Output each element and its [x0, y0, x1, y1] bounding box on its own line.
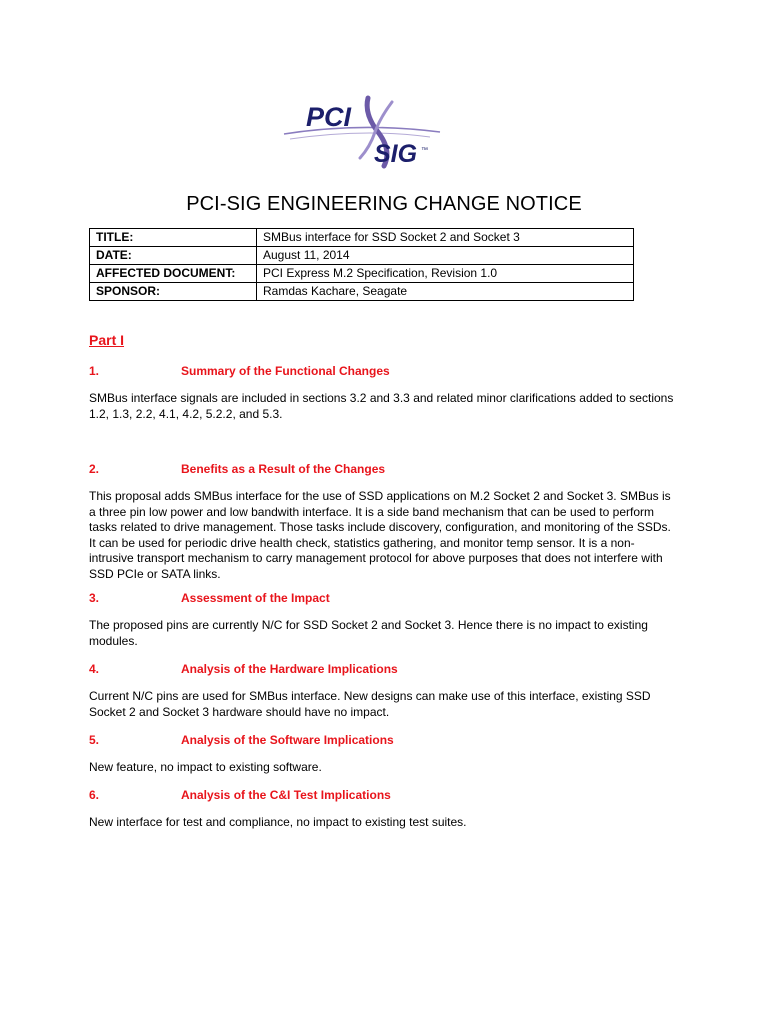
section-title: Analysis of the Software Implications	[181, 733, 394, 747]
table-row	[90, 247, 634, 265]
section-title: Analysis of the Hardware Implications	[181, 662, 398, 676]
section-benefits	[89, 462, 679, 583]
section-heading	[89, 662, 679, 678]
section-impact	[89, 591, 679, 649]
section-body: New interface for test and compliance, no impact to existing test suites.	[89, 815, 467, 829]
info-table	[89, 228, 634, 301]
section-body: Current N/C pins are used for SMBus interface. New designs can make use of this interface, existing SSD Socket 2 and Socket 3 hardware should have no impact.	[89, 689, 651, 719]
logo-trademark: ™	[421, 147, 428, 154]
info-value: Ramdas Kachare, Seagate	[257, 283, 634, 301]
section-heading	[89, 462, 679, 478]
section-heading	[89, 788, 679, 804]
section-heading	[89, 733, 679, 749]
section-title: Assessment of the Impact	[181, 591, 330, 605]
info-value: PCI Express M.2 Specification, Revision 1.0	[257, 265, 634, 283]
logo-sig-text: SIG	[374, 140, 418, 168]
pci-sig-logo	[280, 92, 450, 172]
section-hardware	[89, 662, 679, 720]
info-value: SMBus interface for SSD Socket 2 and Socket 3	[257, 229, 634, 247]
info-key: SPONSOR:	[90, 283, 257, 301]
table-row	[90, 265, 634, 283]
section-heading	[89, 364, 679, 380]
page-title: PCI-SIG ENGINEERING CHANGE NOTICE	[186, 193, 582, 215]
section-heading	[89, 591, 679, 607]
section-number: 6.	[89, 788, 100, 802]
info-value: August 11, 2014	[257, 247, 634, 265]
section-number: 5.	[89, 733, 100, 747]
part-heading: Part I	[89, 332, 125, 348]
info-key: TITLE:	[90, 229, 257, 247]
section-title: Summary of the Functional Changes	[181, 364, 390, 378]
section-test	[89, 788, 679, 831]
info-key: DATE:	[90, 247, 257, 265]
section-software	[89, 733, 679, 776]
section-body: This proposal adds SMBus interface for the use of SSD applications on M.2 Socket 2 and Socket 3. SMBus is a three pin low power and low bandwith interface. It is a side band mechanism that can be used to perform tasks related to drive management. Those tasks include discovery, configuration, and monitoring of the SSDs. It can be used for periodic drive health check, statistics gathering, and monitor temp sensor. It is a non-intrusive transport mechanism to carry management protocol for above purposes that does not interfere with SSD PCIe or SATA links.	[89, 489, 671, 581]
section-summary	[89, 364, 679, 422]
section-body: The proposed pins are currently N/C for SSD Socket 2 and Socket 3. Hence there is no impact to existing modules.	[89, 618, 648, 648]
section-body: SMBus interface signals are included in sections 3.2 and 3.3 and related minor clarifications added to sections 1.2, 1.3, 2.2, 4.1, 4.2, 5.2.2, and 5.3.	[89, 391, 674, 421]
section-title: Analysis of the C&I Test Implications	[181, 788, 391, 802]
section-title: Benefits as a Result of the Changes	[181, 462, 386, 476]
section-number: 3.	[89, 591, 100, 605]
info-key: AFFECTED DOCUMENT:	[90, 265, 257, 283]
logo-pci-text: PCI	[306, 102, 352, 132]
section-body: New feature, no impact to existing software.	[89, 760, 322, 774]
section-number: 4.	[89, 662, 100, 676]
section-number: 1.	[89, 364, 100, 378]
table-row	[90, 283, 634, 301]
pci-sig-logo-graphic	[280, 92, 450, 172]
section-number: 2.	[89, 462, 100, 476]
table-row	[90, 229, 634, 247]
